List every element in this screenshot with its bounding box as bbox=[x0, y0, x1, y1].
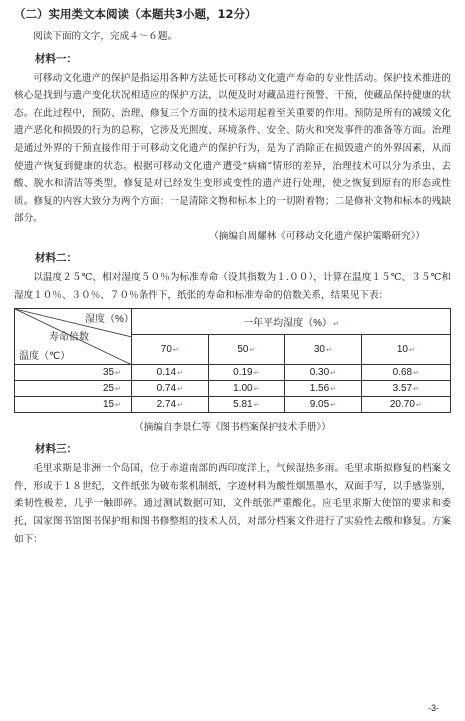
value-cell: 1.00↵ bbox=[208, 381, 285, 397]
corner-label-humidity: 湿度（%） bbox=[85, 314, 134, 326]
table-row bbox=[15, 397, 451, 413]
material1-body: 可移动文化遗产的保护是指运用各种方法延长可移动文化遗产寿命的专业性活动。保护技术推进的核心是找到与遗产变化状况相适应的保护方法，以便及时对藏品进行预警、干预，使藏品保持健康的状态。在此过程中，预防、治理、修复三个方面的技术运用起着至关重要的作用。预防是所有的减缓文化遗产恶化和损毁的行为的总称，它涉及光照度、环境条件、安全、防火和突发事件的准备等方面。治理是通过外界的干预直接作用于可移动文化遗产的保护行为，是为了消除正在损毁遗产的外界因素，从而使遗产恢复到健康的状态。根据可移动文化遗产遭受“病痛”情形的差异，治理技术可以分为杀虫、去酸、脱水和清洁等类型，修复是对已经发生变形或变性的遗产进行处理，使之恢复到原有的形态或性质。修复的内容大致分为两个方面：一是清除文物和标本上的一切附着物；二是修补文物和标本的残缺部分。 bbox=[14, 72, 451, 225]
value-cell: 5.81↵ bbox=[208, 397, 285, 413]
value-cell: 0.74↵ bbox=[132, 381, 209, 397]
temp-cell: 35↵ bbox=[15, 365, 132, 381]
value-cell: 0.19↵ bbox=[208, 365, 285, 381]
table-group-header: 一年平均湿度（%）↵ bbox=[132, 309, 451, 335]
value-cell: 0.30↵ bbox=[285, 365, 362, 381]
material3-heading: 材料三： bbox=[35, 443, 77, 456]
table-corner-cell bbox=[15, 309, 132, 365]
value-cell: 3.57↵ bbox=[361, 381, 450, 397]
material2-body: 以温度２５℃、相对湿度５０％为标准寿命（设其指数为１.００），计算在温度１５℃、３５℃和湿度１０％、３０％、７０％条件下，纸张的寿命和标准寿命的倍数关系，结果见下表： bbox=[14, 271, 451, 301]
value-cell: 2.74↵ bbox=[132, 397, 209, 413]
page-number: -3- bbox=[428, 703, 439, 713]
corner-label-multiplier: 寿命倍数 bbox=[49, 332, 89, 344]
humidity-header-30: 30↵ bbox=[285, 335, 362, 365]
material1-heading: 材料一： bbox=[35, 52, 77, 65]
humidity-header-70: 70↵ bbox=[132, 335, 209, 365]
humidity-header-10: 10↵ bbox=[361, 335, 450, 365]
value-cell: 0.68↵ bbox=[361, 365, 450, 381]
material2-source: （摘编自李景仁等《图书档案保护技术手册》） bbox=[134, 422, 331, 434]
material2-heading: 材料二： bbox=[35, 251, 77, 264]
paper-lifespan-table bbox=[14, 308, 451, 413]
table-row bbox=[15, 381, 451, 397]
value-cell: 20.70↵ bbox=[361, 397, 450, 413]
humidity-header-50: 50↵ bbox=[208, 335, 285, 365]
temp-cell: 25↵ bbox=[15, 381, 132, 397]
temp-cell: 15↵ bbox=[15, 397, 132, 413]
value-cell: 0.14↵ bbox=[132, 365, 209, 381]
instruction-text: 阅读下面的文字，完成４～６题。 bbox=[33, 31, 178, 42]
value-cell: 1.56↵ bbox=[285, 381, 362, 397]
table-row bbox=[15, 365, 451, 381]
material3-body: 毛里求斯是非洲一个岛国，位于赤道南部的西印度洋上，气候湿热多雨。毛里求斯拟修复的档案文件，形成于１８世纪，文件纸张为破布浆机制纸，字迹材料为酸性烟黑墨水，双面手写，以手感鉴别，柔韧性极差，几乎一触即碎。通过测试数据可知，文件纸张严重酸化。应毛里求斯大使馆的要求和委托，国家图书馆图书保护组和图书修整组的技术人员，对部分档案文件进行了实验性去酸和修复。方案如下： bbox=[14, 463, 451, 545]
material1-source: （摘编自周耀林《可移动文化遗产保护策略研究》） bbox=[209, 230, 425, 242]
value-cell: 9.05↵ bbox=[285, 397, 362, 413]
section-title: （二）实用类文本阅读（本题共3小题，12分） bbox=[14, 7, 257, 21]
corner-label-temperature: 温度（℃） bbox=[19, 351, 71, 363]
